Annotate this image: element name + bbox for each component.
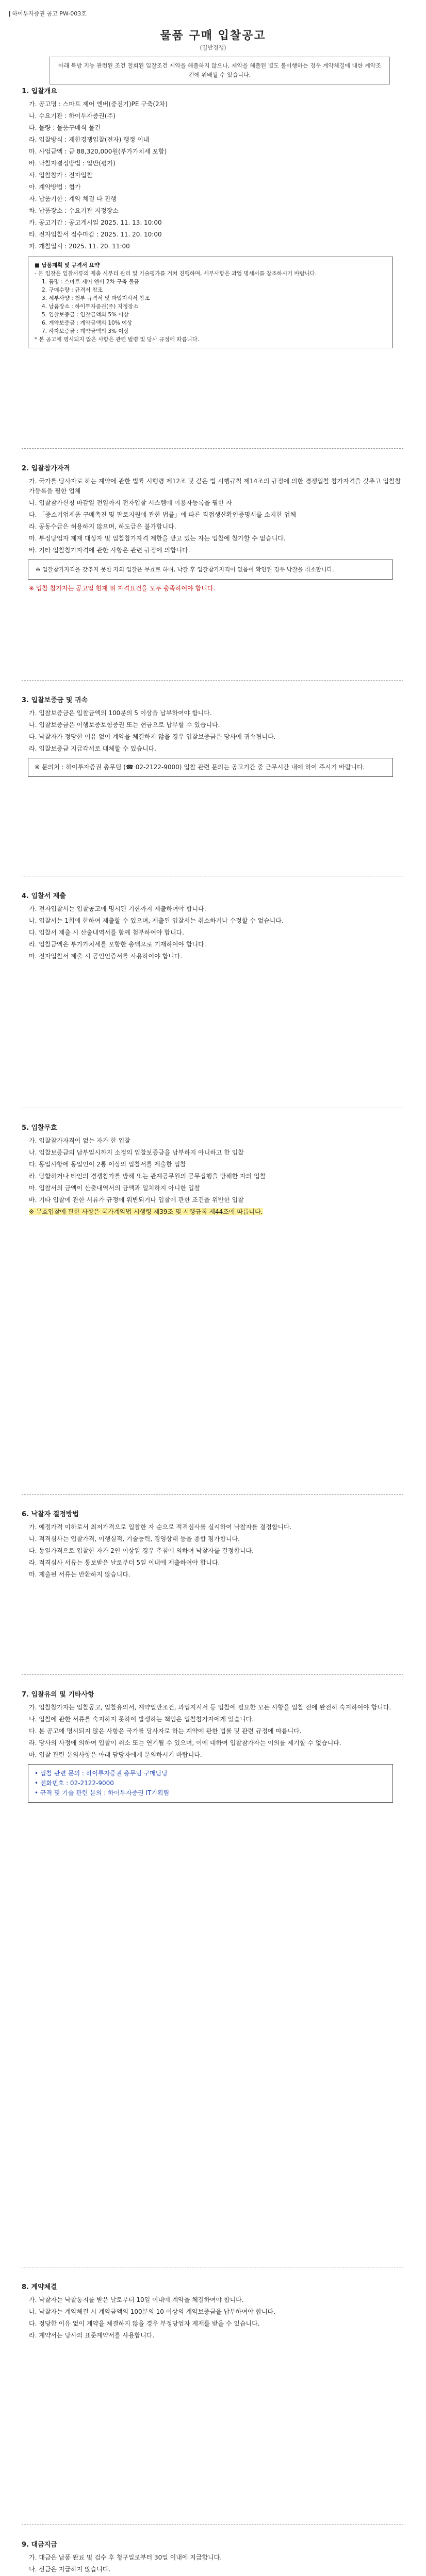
list-item: 바. 기타 입찰참가자격에 관한 사항은 관련 규정에 의합니다.: [29, 547, 190, 554]
list-item: 바. 낙찰자결정방법 : 일반(평가): [29, 160, 116, 167]
list-item: 라. 입찰방식 : 제한경쟁입찰(전자) 행정 이내: [29, 136, 150, 143]
list-item: 라. 계약서는 당사의 표준계약서를 사용합니다.: [29, 2332, 155, 2339]
list-item: 사. 입찰참가 : 전자입찰: [29, 172, 93, 179]
divider: [22, 680, 403, 681]
section-title: 8. 계약체결: [22, 2283, 57, 2291]
section-title: 5. 입찰무효: [22, 1124, 57, 1132]
list-item: 가. 예정가격 이하로서 최저가격으로 입찰한 자 순으로 적격심사를 실시하여 낙찰자를 결정합니다.: [29, 1523, 292, 1531]
list-item: 다. 「중소기업제품 구매촉진 및 판로지원에 관한 법률」에 따른 직접생산확인증명서를 소지한 업체: [29, 511, 297, 518]
contact-box: [28, 1764, 393, 1803]
section-submission: [22, 891, 403, 963]
contact-line: • 전화번호 : 02-2122-9000: [35, 1780, 114, 1787]
list-item: 가. 입찰보증금은 입찰금액의 100분의 5 이상을 납부하여야 합니다.: [29, 709, 212, 717]
list-item: 마. 전자입찰서 제출 시 공인인증서를 사용하여야 합니다.: [29, 953, 183, 960]
list-item: 라. 공동수급은 허용하지 않으며, 하도급은 불가합니다.: [29, 523, 176, 530]
list-item: 마. 입찰 관련 문의사항은 아래 담당자에게 문의하시기 바랍니다.: [29, 1751, 202, 1758]
list-item: 라. 적격심사 서류는 통보받은 날로부터 5일 이내에 제출하여야 합니다.: [29, 1559, 220, 1566]
list-item: 가. 국가를 당사자로 하는 계약에 관한 법률 시행령 제12조 및 같은 법 시행규칙 제14조의 규정에 의한 경쟁입찰 참가자격을 갖추고 입찰참가등록을 필한 업체: [29, 478, 401, 495]
list-item: 아. 계약방법 : 협가: [29, 183, 81, 191]
note-text: ※ 입찰 참가자는 공고일 현재 위 자격요건을 모두 충족하여야 합니다.: [29, 585, 216, 592]
list-item: 다. 물량 : 물품구매식 물건: [29, 124, 101, 131]
divider: [22, 1494, 403, 1495]
spec-line: - 본 입찰은 입찰서류의 제출 시부터 관리 및 기술평가를 거쳐 진행하며, 세부사항은 과업 명세서를 참조하시기 바랍니다.: [35, 270, 317, 277]
list-item: 마. 사업금액 : 금 88,320,000원(부가가치세 포함): [29, 148, 167, 155]
section-contract: [22, 2282, 403, 2343]
list-item: 라. 입찰금액은 부가가치세를 포함한 총액으로 기재하여야 합니다.: [29, 941, 206, 948]
list-item: 나. 선금은 지급하지 않습니다.: [29, 2566, 111, 2573]
divider: [22, 448, 403, 449]
section-title: 7. 입찰유의 및 기타사항: [22, 1691, 94, 1699]
list-item: 나. 입찰보증금은 이행보증보험증권 또는 현금으로 납부할 수 있습니다.: [29, 721, 220, 728]
spec-line: 3. 세부사양 : 첨부 규격서 및 과업지시서 참조: [42, 295, 150, 301]
spec-line: 4. 납품장소 : 하이투자증권(주) 지정장소: [42, 303, 139, 310]
spec-line: 6. 계약보증금 : 계약금액의 10% 이상: [42, 320, 133, 326]
list-item: 가. 낙찰자는 낙찰통지를 받은 날로부터 10일 이내에 계약을 체결하여야 합니다.: [29, 2296, 244, 2303]
spec-line: 5. 입찰보증금 : 입찰금액의 5% 이상: [42, 312, 129, 318]
list-item: 가. 입찰참가자격이 없는 자가 한 입찰: [29, 1137, 130, 1144]
section-invalid-bids: [22, 1123, 403, 1219]
divider: [22, 1674, 403, 1675]
list-item: 자. 납품기한 : 계약 체결 다 진행: [29, 195, 117, 202]
divider: [22, 2524, 403, 2525]
section-title: 1. 입찰개요: [22, 88, 57, 95]
list-item: 나. 적격심사는 입찰가격, 이행실적, 기술능력, 경영상태 등을 종합 평가합니다.: [29, 1535, 240, 1543]
section-overview: [22, 87, 403, 350]
section-title: 4. 입찰서 제출: [22, 892, 66, 900]
spec-line: 7. 하자보증금 : 계약금액의 3% 이상: [42, 328, 129, 334]
list-item: 나. 입찰참가신청 마감일 전일까지 전자입찰 시스템에 이용자등록을 필한 자: [29, 499, 232, 506]
spec-summary-box: [28, 257, 393, 348]
list-item: 다. 동일사항에 동일인이 2통 이상의 입찰서를 제출한 입찰: [29, 1161, 186, 1168]
list-item: 가. 입찰참가자는 입찰공고, 입찰유의서, 계약일반조건, 과업지시서 등 입찰에 필요한 모든 사항을 입찰 전에 완전히 숙지하여야 합니다.: [29, 1704, 391, 1711]
list-item: 바. 기타 입찰에 관한 서류가 규정에 위반되거나 입찰에 관한 조건을 위반한 입찰: [29, 1196, 244, 1204]
list-item: 가. 공고명 : 스마트 제어 엔버(중진기)PE 구축(2차): [29, 100, 168, 108]
spec-title: ■ 납품계획 및 규격서 요약: [35, 262, 100, 268]
section-payment: [22, 2540, 403, 2576]
list-item: 가. 대금은 납품 완료 및 검수 후 청구일로부터 30일 이내에 지급합니다.: [29, 2554, 222, 2561]
section-deposit: [22, 696, 403, 779]
section-award: [22, 1510, 403, 1582]
list-item: 나. 입찰보증금의 납부일시까지 소정의 입찰보증금을 납부하지 아니하고 한 입찰: [29, 1149, 244, 1156]
list-item: 다. 입찰서 제출 시 산출내역서를 함께 첨부하여야 합니다.: [29, 929, 184, 936]
spec-line: 2. 구매수량 : 규격서 참조: [42, 287, 103, 293]
notice-number: ❙하이투자증권 공고 PW-003호: [7, 10, 87, 17]
spec-line: 1. 품명 : 스마트 제어 엔버 2차 구축 물품: [42, 279, 139, 285]
list-item: 마. 입찰서의 금액이 산출내역서의 금액과 일치하지 아니한 입찰: [29, 1184, 200, 1192]
highlighted-note: ※ 무효입찰에 관한 사항은 국가계약법 시행령 제39조 및 시행규칙 제44조에 따릅니다.: [29, 1208, 263, 1215]
list-item: 파. 개찰일시 : 2025. 11. 20. 11:00: [29, 243, 130, 250]
section-eligibility: [22, 464, 403, 596]
list-item: 다. 낙찰자가 정당한 이유 없이 계약을 체결하지 않을 경우 입찰보증금은 당사에 귀속됩니다.: [29, 733, 276, 740]
section-title: 2. 입찰참가자격: [22, 465, 70, 472]
contact-box: ※ 문의처 : 하이투자증권 총무팀 (☎ 02-2122-9000) 입찰 관련 문의는 공고기간 중 근무시간 내에 하여 주시기 바랍니다.: [28, 758, 393, 777]
list-item: 나. 수요기관 : 하이투자증권(주): [29, 112, 116, 120]
list-item: 다. 본 공고에 명시되지 않은 사항은 국가를 당사자로 하는 계약에 관한 법률 및 관련 규정에 따릅니다.: [29, 1727, 302, 1735]
page-title: 물품 구매 입찰공고: [160, 29, 266, 42]
list-item: 라. 당사의 사정에 의하여 입찰이 취소 또는 연기될 수 있으며, 이에 대하여 입찰참가자는 이의를 제기할 수 없습니다.: [29, 1739, 341, 1747]
section-title: 6. 낙찰자 결정방법: [22, 1511, 79, 1518]
list-item: 카. 공고기간 : 공고게시일 2025. 11. 13. 10:00: [29, 219, 162, 226]
list-item: 다. 동일가격으로 입찰한 자가 2인 이상일 경우 추첨에 의하여 낙찰자를 결정합니다.: [29, 1547, 254, 1554]
note-box: ※ 입찰참가자격을 갖추지 못한 자의 입찰은 무효로 하며, 낙찰 후 입찰참가자격이 없음이 확인된 경우 낙찰을 취소합니다.: [28, 560, 393, 580]
list-item: 나. 입찰서는 1회에 한하여 제출할 수 있으며, 제출된 입찰서는 취소하거나 수정할 수 없습니다.: [29, 917, 284, 924]
spec-line: * 본 공고에 명시되지 않은 사항은 관련 법령 및 당사 규정에 따릅니다.: [35, 336, 200, 343]
list-item: 라. 입찰보증금 지급각서로 대체할 수 있습니다.: [29, 745, 156, 752]
list-item: 라. 담합하거나 타인의 경쟁참가를 방해 또는 관계공무원의 공무집행을 방해한 자의 입찰: [29, 1173, 266, 1180]
list-item: 가. 전자입찰서는 입찰공고에 명시된 기한까지 제출하여야 합니다.: [29, 905, 206, 912]
list-item: 다. 정당한 이유 없이 계약을 체결하지 않을 경우 부정당업자 제재를 받을 수 있습니다.: [29, 2320, 260, 2327]
list-item: 나. 낙찰자는 계약체결 시 계약금액의 100분의 10 이상의 계약보증금을 납부하여야 합니다.: [29, 2308, 276, 2315]
contact-line: • 규격 및 기술 관련 문의 : 하이투자증권 IT기획팀: [35, 1789, 170, 1797]
page-subtitle: (일반경쟁): [200, 44, 226, 51]
section-title: 9. 대금지급: [22, 2541, 57, 2549]
notice-box: 아래 북방 지능 관련된 조건 철회된 입찰조건 제약을 해출하지 않으나, 제약을 해출된 별도 불이행하는 경우 계약체결에 대한 계약조건에 위배될 수 있습니다.: [50, 57, 390, 84]
list-item: 마. 부정당업자 제재 대상자 및 입찰참가자격 제한을 받고 있는 자는 입찰에 참가할 수 없습니다.: [29, 535, 286, 542]
section-notes: [22, 1690, 403, 1805]
contact-line: • 입찰 관련 문의 : 하이투자증권 총무팀 구매담당: [35, 1770, 168, 1777]
list-item: 마. 제출된 서류는 반환하지 않습니다.: [29, 1571, 130, 1578]
list-item: 차. 납품장소 : 수요기관 지정장소: [29, 207, 119, 214]
list-item: 타. 전자입찰서 접수마감 : 2025. 11. 20. 10:00: [29, 231, 162, 238]
section-title: 3. 입찰보증금 및 귀속: [22, 697, 88, 704]
list-item: 나. 입찰에 관한 서류를 숙지하지 못하여 발생하는 책임은 입찰참가자에게 있습니다.: [29, 1716, 254, 1723]
